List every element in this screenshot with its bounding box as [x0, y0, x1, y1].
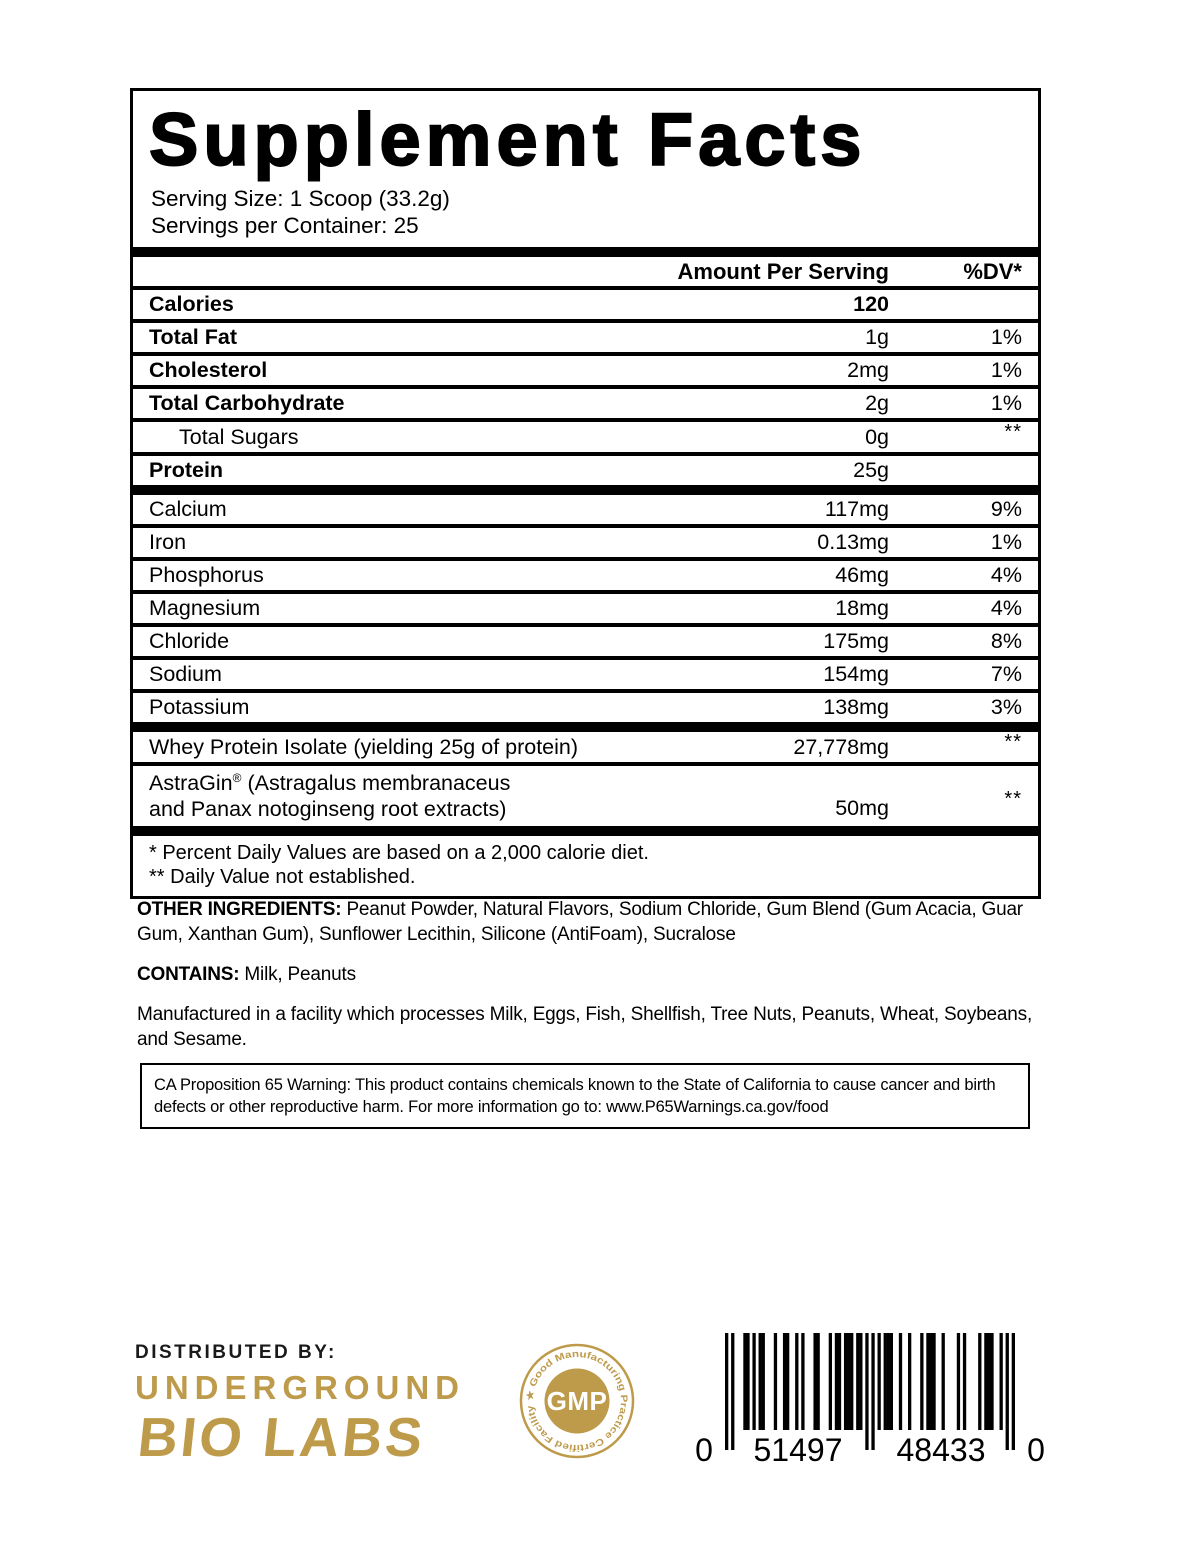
footnote-percent-dv: * Percent Daily Values are based on a 2,000 calorie diet.	[149, 842, 649, 864]
servings-per-container: Servings per Container: 25	[151, 213, 419, 238]
table-row: Sodium 154mg 7%	[133, 660, 1038, 693]
panel-title: Supplement Facts	[149, 98, 867, 181]
table-row: Cholesterol 2mg 1%	[133, 356, 1038, 389]
dv-footnotes	[133, 836, 1038, 896]
serving-size: Serving Size: 1 Scoop (33.2g)	[151, 186, 450, 211]
footnote-dv-not-established: ** Daily Value not established.	[149, 866, 416, 888]
table-header-row	[133, 247, 1038, 290]
brand-underground: UNDERGROUND	[135, 1369, 465, 1406]
table-row: Phosphorus 46mg 4%	[133, 561, 1038, 594]
barcode-digit-left: 0	[695, 1432, 713, 1468]
column-header-amount: Amount Per Serving	[677, 259, 889, 284]
ingredient-info	[137, 897, 1049, 1067]
table-row: Total Carbohydrate 2g 1%	[133, 389, 1038, 422]
distributor-block	[135, 1342, 465, 1469]
gmp-ring-text: ★ Good Manufacturing Practice Certified Facility	[524, 1348, 630, 1454]
table-row: Iron 0.13mg 1%	[133, 528, 1038, 561]
distributed-by-label: DISTRIBUTED BY:	[135, 1342, 337, 1363]
facility-note: Manufactured in a facility which processes Milk, Eggs, Fish, Shellfish, Tree Nuts, Peanuts, Wheat, Soybeans, and Sesame.	[137, 1004, 1033, 1050]
barcode-digits-group2: 48433	[896, 1432, 986, 1468]
other-ingredients: OTHER INGREDIENTS: Peanut Powder, Natural Flavors, Sodium Chloride, Gum Blend (Gum Acacia, Guar Gum, Xanthan Gum), Sunflower Lecithin, Silicone (AntiFoam), Sucralose	[137, 899, 1023, 945]
table-row: Chloride 175mg 8%	[133, 627, 1038, 660]
table-row: Magnesium 18mg 4%	[133, 594, 1038, 627]
table-row: Whey Protein Isolate (yielding 25g of protein) 27,778mg **	[133, 732, 1038, 766]
table-row: Total Fat 1g 1%	[133, 323, 1038, 356]
upc-barcode	[690, 1326, 1060, 1471]
gmp-certified-badge	[512, 1336, 642, 1466]
table-row: Calcium 117mg 9%	[133, 495, 1038, 528]
table-row-astragin: AstraGin® (Astragalus membranaceus and Panax notoginseng root extracts) 50mg **	[133, 766, 1038, 836]
barcode-digits-group1: 51497	[753, 1432, 843, 1468]
contains-statement: CONTAINS: Milk, Peanuts	[137, 964, 356, 985]
table-row: Calories 120	[133, 290, 1038, 323]
supplement-facts-panel	[130, 88, 1041, 899]
table-row: Total Sugars 0g **	[133, 422, 1038, 456]
table-row: Potassium 138mg 3%	[133, 693, 1038, 732]
gmp-center-text: GMP	[546, 1386, 608, 1416]
serving-info	[133, 183, 1038, 247]
barcode-digit-right: 0	[1027, 1432, 1045, 1468]
brand-bio-labs: BIO LABS	[135, 1406, 429, 1468]
table-row: Protein 25g	[133, 456, 1038, 495]
column-header-dv: %DV*	[963, 259, 1022, 284]
prop65-warning-box: CA Proposition 65 Warning: This product contains chemicals known to the State of California to cause cancer and birth defects or other reproductive harm. For more information go to: www.P65Warnings.ca.gov/food	[140, 1063, 1030, 1129]
registered-mark: ®	[232, 770, 242, 785]
